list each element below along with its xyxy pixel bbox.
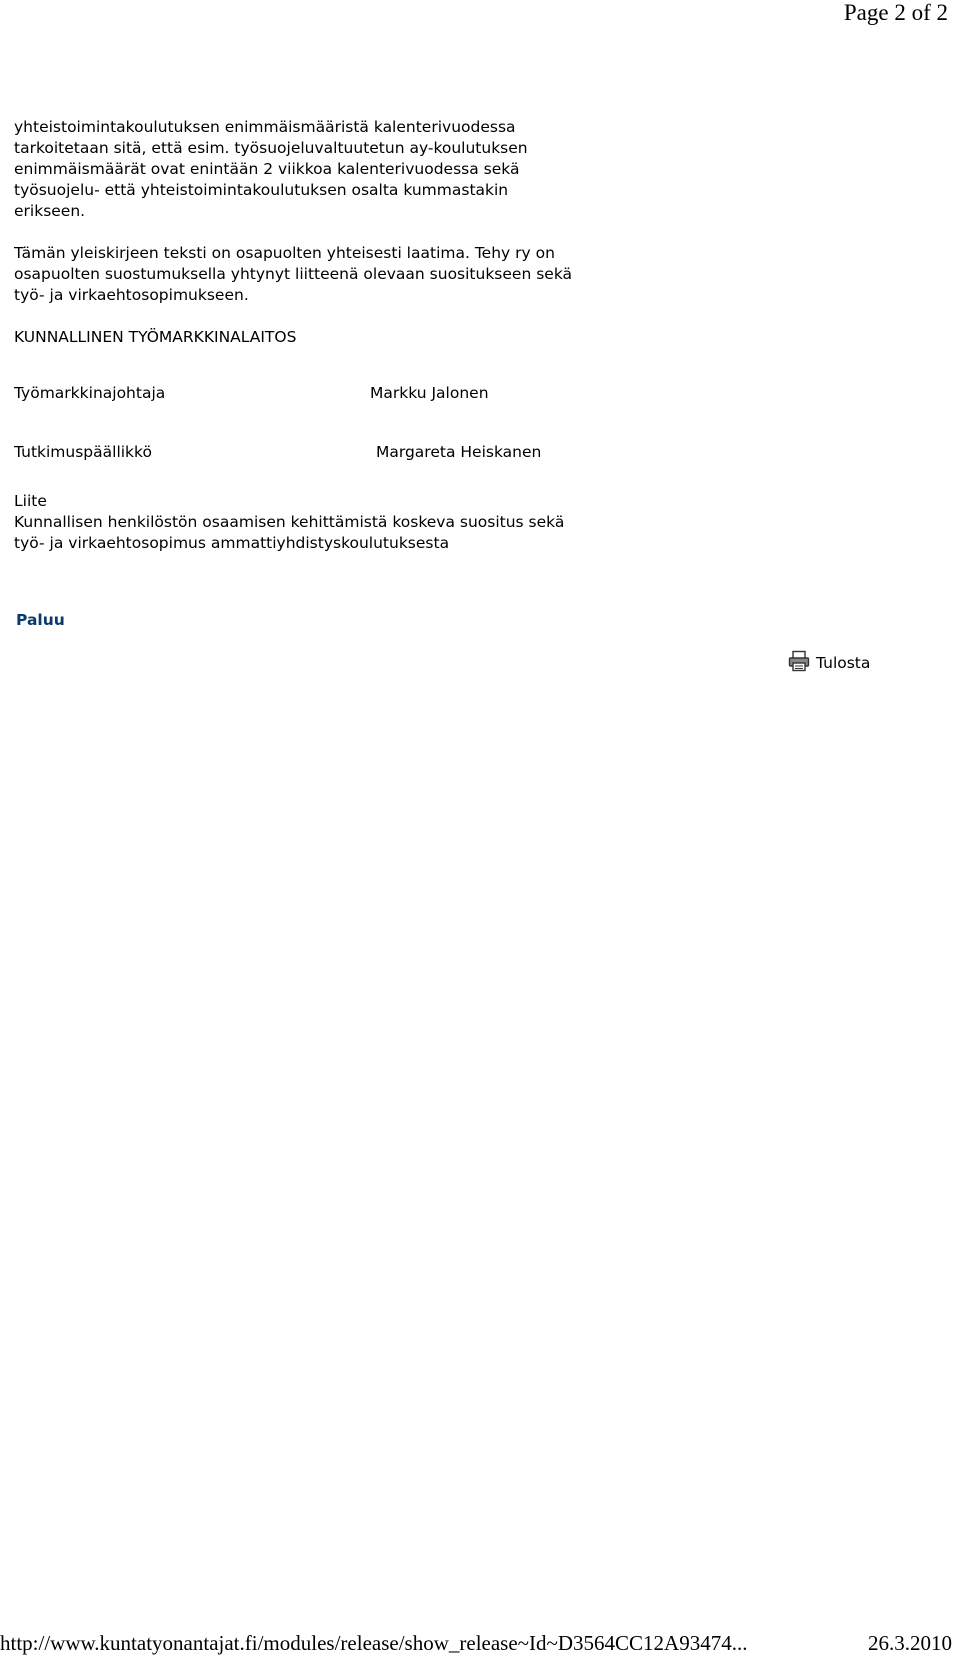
attachment-label: Liite [14, 492, 47, 510]
page-indicator: Page 2 of 2 [843, 0, 948, 25]
signatory-name: Margareta Heiskanen [376, 443, 542, 461]
text-line: enimmäismäärät ovat enintään 2 viikkoa kalenterivuodessa sekä [14, 160, 520, 178]
attachment-title-line: työ- ja virkaehtosopimus ammattiyhdistyskoulutuksesta [14, 534, 450, 552]
footer-url: http://www.kuntatyonantajat.fi/modules/release/show_release~Id~D3564CC12A93474... [0, 1631, 748, 1655]
print-label[interactable]: Tulosta [816, 654, 871, 672]
signatory-name: Markku Jalonen [370, 384, 489, 402]
paragraph-2 [14, 243, 654, 306]
text-line: osapuolten suostumuksella yhtynyt liitteenä olevaan suositukseen sekä [14, 265, 573, 283]
text-line: yhteistoimintakoulutuksen enimmäismääristä kalenterivuodessa [14, 118, 516, 136]
signatory-title: Tutkimuspäällikkö [14, 443, 152, 461]
text-line: työ- ja virkaehtosopimukseen. [14, 286, 249, 304]
document-body [14, 117, 654, 554]
text-line: työsuojelu- että yhteistoimintakoulutuksen osalta kummastakin [14, 181, 509, 199]
organization-name: KUNNALLINEN TYÖMARKKINALAITOS [14, 328, 297, 346]
footer-date: 26.3.2010 [868, 1631, 952, 1655]
signatory-title: Työmarkkinajohtaja [14, 384, 166, 402]
attachment-section [14, 491, 654, 554]
print-link[interactable] [788, 650, 870, 676]
signature-row [14, 383, 654, 404]
attachment-title-line: Kunnallisen henkilöstön osaamisen kehittämistä koskeva suositus sekä [14, 513, 565, 531]
signature-row [14, 442, 654, 463]
text-line: erikseen. [14, 202, 86, 220]
back-link[interactable]: Paluu [16, 611, 65, 629]
text-line: tarkoitetaan sitä, että esim. työsuojeluvaltuutetun ay-koulutuksen [14, 139, 528, 157]
printer-icon[interactable] [788, 650, 816, 676]
paragraph-1 [14, 117, 654, 222]
text-line: Tämän yleiskirjeen teksti on osapuolten yhteisesti laatima. Tehy ry on [14, 244, 555, 262]
